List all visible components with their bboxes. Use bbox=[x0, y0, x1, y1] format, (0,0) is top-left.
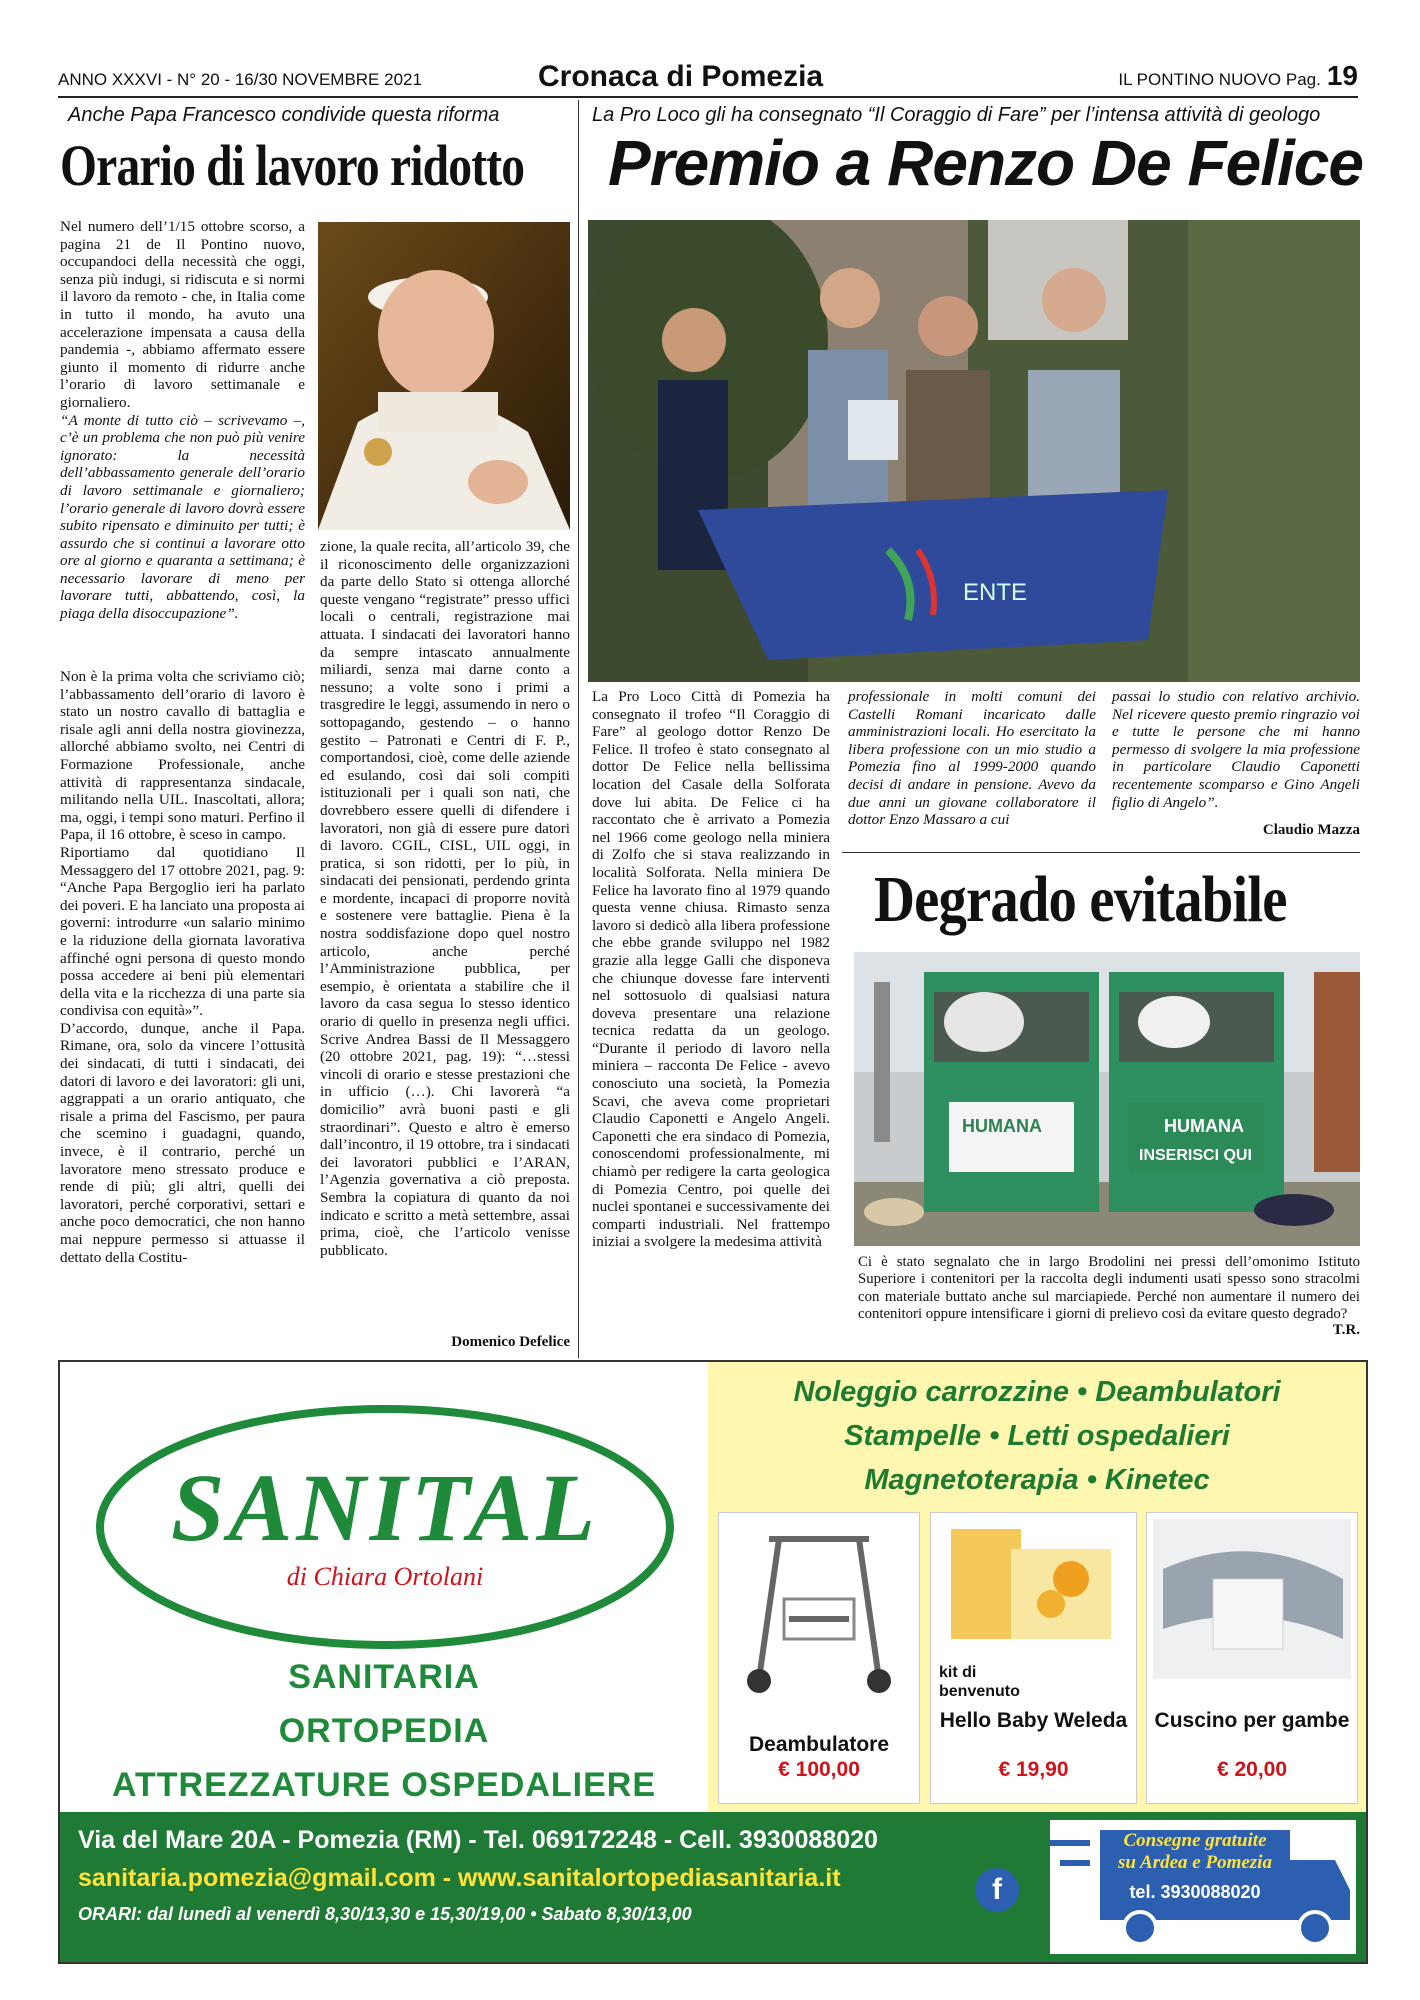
article1-paragraph: zione, la quale recita, all’articolo 39, che il riconoscimento delle organizzazioni da parte dello Stato si ottenga allorché queste vengano “registrate” presso uffici locali o centrali, registrazione mai attuata. I sindacati dei lavoratori hanno da sempre intascato annualmente miliardi, senza mai darne conto a nessuno; a volte sono i primi a trasgredire le leggi, assumendo in nero o sottopagando, gestendo – o hanno gestito – Patronati e Centri di F. P., comportandosi, cioè, come delle aziende ed esulando, così dai soli compiti istituzionali per i quali son nati, che dovrebbero essere quelli di difendere i lavoratori, non già di essere pure datori di lavoro. CGIL, CISL, UIL oggi, in pratica, si son ridotti, per lo più, in sindacati dei pensionati, perdendo grinta e mordente, incapaci di proporre novità e sostenere vere battaglie. Piena è la nostra soddisfazione dopo quel nostro articolo, anche perché l’Amministrazione pubblica, per esempio, è orientata a stabilire che il lavoro da casa segua lo stesso identico orario di quello in presenza negli uffici. Scrive Andrea Bassi de Il Messaggero (20 ottobre 2021, pag. 19): “…stessi vincoli di orario e stesse prestazioni che in ufficio (…). Chi lavorerà “a domicilio” avrà buoni pasti e gli straordinari”. Questo e altro è emerso dall’incontro, il 19 ottobre, tra i sindacati dei lavoratori pubblici e l’ARAN, l’Agenzia governativa a ciò preposta. Sembra la copiatura di quanto da noi indicato e scritto a metà settembre, assai prima, cioè, che l’articolo venisse pubblicato. bbox=[320, 538, 570, 1259]
delivery-box bbox=[1050, 1820, 1356, 1954]
ad-hours: ORARI: dal lunedì al venerdì 8,30/13,30 e 15,30/19,00 • Sabato 8,30/13,00 bbox=[78, 1904, 692, 1924]
article3-rule bbox=[842, 852, 1360, 853]
walker-icon bbox=[729, 1519, 909, 1699]
article2-column1 bbox=[592, 688, 830, 1251]
article2-column3 bbox=[1112, 688, 1360, 811]
article1-column1-bottom bbox=[60, 668, 305, 1266]
rental-line: Stampelle • Letti ospedalieri bbox=[844, 1420, 1230, 1452]
product-name: Cuscino per gambe bbox=[1154, 1709, 1350, 1732]
article3-body bbox=[858, 1254, 1360, 1323]
award-photo-image bbox=[588, 220, 1360, 682]
pope-photo-image bbox=[318, 222, 570, 530]
bin-brand-left: HUMANA bbox=[962, 1116, 1042, 1136]
article2-column2 bbox=[848, 688, 1096, 829]
sanital-logo-text: SANITAL bbox=[170, 1454, 600, 1561]
product-card-hello-baby bbox=[930, 1512, 1137, 1804]
article1-column2 bbox=[320, 538, 570, 1259]
article2-paragraph: La Pro Loco Città di Pomezia ha consegnato il trofeo “Il Coraggio di Fare” al geologo dottor Renzo De Felice. Il trofeo è stato consegnato al dottor De Felice nella bellissima location del Casale della Solforata dove lui abita. De Felice ci ha raccontato che è arrivato a Pomezia nel 1966 come geologo nella miniera di Zolfo che si stava realizzando in località Solforata. Nella miniera De Felice ha lavorato fino al 1979 quando questa venne chiusa. Rimasto senza lavoro si dedicò alla libera professione che ebbe grande sviluppo nel 1982 grazie alla legge Galli che disponeva che chiunque dovesse fare interventi nel sottosuolo di qualsiasi natura doveva presentare una relazione tecnica redatta da un geologo. “Durante il periodo di lavoro nella miniera – racconta De Felice - avevo conosciuto una società, la Pomezia Scavi, che aveva come proprietari Claudio Caponetti e Angelo Angeli. Caponetti che era sindaco di Pomezia, conoscendomi professionalmente, mi chiamò per redigere la carta geologica di Pomezia Centro, poi quelle dei nuclei spontanei e successivamente dei comparti industriali. Nel frattempo iniziai a svolgere la medesima attività bbox=[592, 688, 830, 1251]
service-ortopedia: ORTOPEDIA bbox=[278, 1712, 490, 1750]
article3-signature: T.R. bbox=[1332, 1322, 1360, 1338]
product-note: kit di benvenuto bbox=[939, 1664, 1020, 1700]
sanital-advertisement bbox=[58, 1360, 1368, 1964]
publication-name bbox=[1118, 60, 1358, 92]
delivery-line-2: su Ardea e Pomezia bbox=[1118, 1852, 1272, 1873]
facebook-icon[interactable]: f bbox=[975, 1868, 1019, 1912]
page-header bbox=[58, 62, 1358, 98]
baby-kit-icon bbox=[941, 1519, 1126, 1659]
article1-signature: Domenico Defelice bbox=[451, 1334, 570, 1350]
section-title: Cronaca di Pomezia bbox=[538, 60, 824, 93]
bin-slogan: INSERISCI QUI bbox=[1139, 1147, 1252, 1164]
ad-contact-bar bbox=[60, 1812, 1366, 1962]
ad-left-panel bbox=[60, 1362, 708, 1812]
product-card-walker bbox=[718, 1512, 920, 1804]
leg-pillow-icon bbox=[1153, 1519, 1351, 1679]
bin-brand-right: HUMANA bbox=[1164, 1116, 1244, 1136]
issue-info: ANNO XXXVI - N° 20 - 16/30 NOVEMBRE 2021 bbox=[58, 70, 422, 89]
article1-title: Orario di lavoro ridotto bbox=[60, 133, 525, 198]
delivery-text bbox=[1105, 1830, 1285, 1874]
article1-paragraph: “A monte di tutto ciò – scrivevamo –, c’è un problema che non può più venire ignorato: la necessità dell’abbassamento generale dell’orario di lavoro settimanale e giornaliero; l’orario generale di lavoro dovrà essere subito ripensato e diminuito per tutti; è assurdo che si continui a lavorare otto ore al giorno e quaranta a settimana; è necessario lavorare di meno per lavorare tutti, abbattendo, così, la piaga della disoccupazione”. bbox=[60, 411, 305, 623]
service-sanitaria: SANITARIA bbox=[288, 1658, 480, 1696]
rental-line: Noleggio carrozzine • Deambulatori bbox=[793, 1376, 1281, 1408]
award-photo bbox=[588, 220, 1360, 682]
service-attrezzature: ATTREZZATURE OSPEDALIERE bbox=[111, 1766, 657, 1804]
product-price: € 100,00 bbox=[778, 1758, 860, 1781]
product-name: Deambulatore bbox=[748, 1733, 890, 1756]
article1-paragraph: Nel numero dell’1/15 ottobre scorso, a pagina 21 de Il Pontino nuovo, occupandoci della necessità che oggi, senza più indugi, si ridiscuta e si normi il lavoro da remoto - che, in Italia come in tutto il mondo, ha avuto una accelerazione impensata a causa della pandemia -, abbiamo affermato essere giunto il momento di ridurre anche l’orario di lavoro settimanale e giornaliero. bbox=[60, 218, 305, 411]
article2-kicker: La Pro Loco gli ha consegnato “Il Coraggio di Fare” per l’intensa attività di geologo bbox=[592, 104, 1321, 126]
article1-paragraph: D’accordo, dunque, anche il Papa. Rimane, ora, solo da vincere l’ottusità dei sindacati, di tutti i sindacati, dei datori di lavoro e dei lavoratori: gli uni, aggrappati a un orario antiquato, che risale a prima del Fascismo, per paura che scemino i guadagni, quando, invece, è il contrario, perché un lavoratore meno stressato produce e rende di più; gli altri, quelli dei lavoratori, perché corporativi, settari e anche poco democratici, che non hanno mai neppure permesso si attuasse il dettato della Costitu- bbox=[60, 1019, 305, 1266]
product-name: Hello Baby Weleda bbox=[939, 1709, 1128, 1732]
delivery-phone: tel. 3930088020 bbox=[1129, 1882, 1261, 1902]
product-price: € 19,90 bbox=[998, 1758, 1069, 1781]
article2-signature: Claudio Mazza bbox=[1262, 822, 1360, 838]
banner-text: ENTE bbox=[963, 579, 1028, 606]
delivery-line-1: Consegne gratuite bbox=[1123, 1830, 1267, 1851]
article1-paragraph: Riportiamo dal quotidiano Il Messaggero del 17 ottobre 2021, pag. 9: “Anche Papa Bergoglio ieri ha parlato dei poveri. E ha lanciato una proposta ai governi: introdurre «un salario minimo e la riduzione della giornata lavorativa affinché ogni persona di questo mondo possa accedere ai beni più elementari della vita e la ricchezza di una parte sia condivisa con equità»”. bbox=[60, 843, 305, 1020]
pope-photo bbox=[318, 222, 570, 530]
article1-column1-top bbox=[60, 218, 305, 623]
ad-rental-list bbox=[708, 1370, 1366, 1502]
article3-paragraph: Ci è stato segnalato che in largo Brodolini nei pressi dell’omonimo Istituto Superiore i contenitori per la raccolta degli indumenti usati spesso sono stracolmi con materiale buttato anche sul marciapiede. Perché non aumentare il numero dei contenitori oppure intensificare i giorni di prelievo così da evitare questo degrado? bbox=[858, 1254, 1360, 1322]
page-number: 19 bbox=[1326, 60, 1358, 91]
ad-web: sanitaria.pomezia@gmail.com - www.sanitalortopediasanitaria.it bbox=[78, 1864, 841, 1892]
article1-paragraph: Non è la prima volta che scriviamo ciò; l’abbassamento dell’orario di lavoro è stato un nostro cavallo di battaglia e risale agli anni della nostra giovinezza, allorché abbiamo svolto, nei Centri di Formazione Professionale, anche attività di rappresentanza sindacale, militando nella UIL. Inascoltati, allora; ma, oggi, i tempi sono maturi. Perfino il Papa, il 16 ottobre, è sceso in campo. bbox=[60, 668, 305, 844]
publication-label: IL PONTINO NUOVO Pag. bbox=[1118, 70, 1321, 89]
product-price: € 20,00 bbox=[1216, 1758, 1288, 1781]
clothing-bins-image bbox=[854, 952, 1360, 1246]
product-card-leg-pillow bbox=[1146, 1512, 1358, 1804]
sanital-logo-subtitle: di Chiara Ortolani bbox=[286, 1562, 484, 1591]
ad-services bbox=[60, 1650, 708, 1812]
ad-right-panel bbox=[708, 1362, 1366, 1812]
article2-paragraph: professionale in molti comuni dei Castelli Romani incaricato dalle amministrazioni locali. Ho esercitato la libera professione con un mio studio a Pomezia fino al 1999-2000 quando decisi di andare in pensione. Avevo da due anni un giovane collaboratore il dottor Enzo Massaro a cui bbox=[848, 688, 1096, 829]
rental-line: Magnetoterapia • Kinetec bbox=[864, 1464, 1210, 1496]
article2-title: Premio a Renzo De Felice bbox=[608, 127, 1363, 199]
article3-title: Degrado evitabile bbox=[874, 863, 1287, 936]
column-divider bbox=[578, 100, 579, 1358]
article1-kicker: Anche Papa Francesco condivide questa riforma bbox=[68, 104, 500, 126]
article2-paragraph: passai lo studio con relativo archivio. Nel ricevere questo premio ringrazio voi e tutte le persone che mi hanno permesso di svolgere la mia professione in particolare Claudio Caponetti recentemente scomparso e Gino Angeli figlio di Angelo”. bbox=[1112, 688, 1360, 811]
clothing-bins-photo bbox=[854, 952, 1360, 1246]
ad-address: Via del Mare 20A - Pomezia (RM) - Tel. 069172248 - Cell. 3930088020 bbox=[78, 1826, 878, 1854]
